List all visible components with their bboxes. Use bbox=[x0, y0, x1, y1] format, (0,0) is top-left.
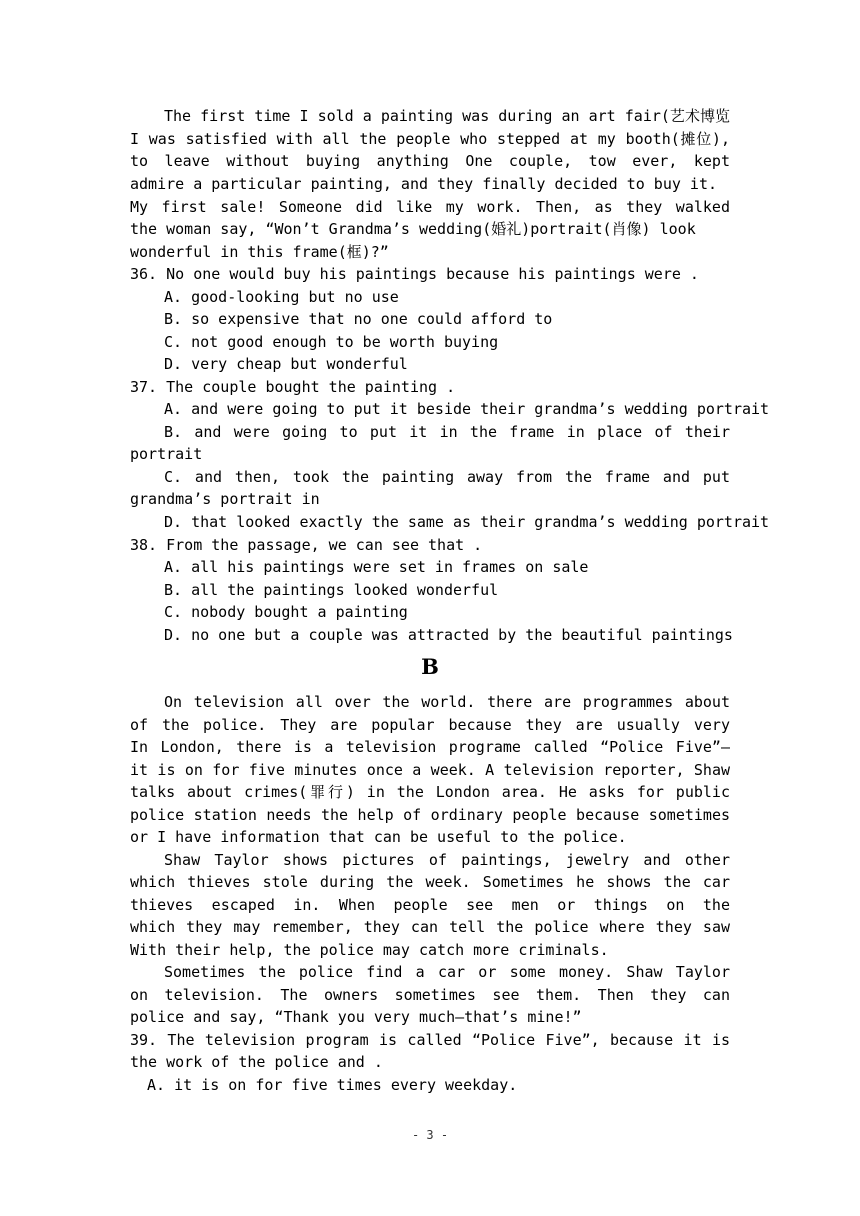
passage-b-line: thieves escaped in. When people see men or things on the bbox=[130, 896, 730, 914]
passage-b-line: police and say, “Thank you very much—that’s mine!” bbox=[130, 1008, 582, 1026]
passage-b-line: on television. The owners sometimes see them. Then they can bbox=[130, 986, 730, 1004]
passage-b-line: In London, there is a television programe called “Police Five”— bbox=[130, 738, 730, 756]
question-38-stem: 38. From the passage, we can see that . bbox=[130, 536, 483, 554]
question-37-option-a: A. and were going to put it beside their grandma’s wedding portrait bbox=[164, 400, 770, 418]
passage-b-line: Sometimes the police find a car or some money. Shaw Taylor bbox=[164, 963, 730, 981]
passage-b-line: of the police. They are popular because they are usually very bbox=[130, 716, 730, 734]
page-number: - 3 - bbox=[411, 1128, 449, 1142]
question-36-option-c: C. not good enough to be worth buying bbox=[164, 333, 499, 351]
passage-b-line: With their help, the police may catch more criminals. bbox=[130, 941, 609, 959]
question-36-option-d: D. very cheap but wonderful bbox=[164, 355, 408, 373]
passage-b-line: police station needs the help of ordinary people because sometimes bbox=[130, 806, 730, 824]
passage-a-line: The first time I sold a painting was during an art fair(艺术博览 bbox=[164, 107, 730, 125]
passage-a-line: My first sale! Someone did like my work. Then, as they walked bbox=[130, 198, 730, 216]
section-b-heading: B bbox=[421, 654, 439, 679]
question-36-stem: 36. No one would buy his paintings because his paintings were . bbox=[130, 265, 699, 283]
question-37-option-c-cont: grandma’s portrait in bbox=[130, 490, 320, 508]
passage-b-line: On television all over the world. there are programmes about bbox=[164, 693, 730, 711]
question-36-option-a: A. good-looking but no use bbox=[164, 288, 399, 306]
question-37-option-c: C. and then, took the painting away from the frame and put bbox=[164, 468, 730, 486]
passage-a-line: to leave without buying anything One couple, tow ever, kept bbox=[130, 152, 730, 170]
passage-a-line: wonderful in this frame(框)?” bbox=[130, 243, 389, 261]
question-38-option-d: D. no one but a couple was attracted by the beautiful paintings bbox=[164, 626, 733, 644]
question-39-stem: 39. The television program is called “Police Five”, because it is bbox=[130, 1031, 730, 1049]
question-36-option-b: B. so expensive that no one could afford to bbox=[164, 310, 553, 328]
passage-b-line: which they may remember, they can tell the police where they saw bbox=[130, 918, 730, 936]
passage-b-line: Shaw Taylor shows pictures of paintings, jewelry and other bbox=[164, 851, 730, 869]
question-37-stem: 37. The couple bought the painting . bbox=[130, 378, 456, 396]
passage-a-line: admire a particular painting, and they finally decided to buy it. bbox=[130, 175, 717, 193]
question-38-option-b: B. all the paintings looked wonderful bbox=[164, 581, 499, 599]
passage-b-line: it is on for five minutes once a week. A television reporter, Shaw bbox=[130, 761, 730, 779]
question-37-option-d: D. that looked exactly the same as their grandma’s wedding portrait bbox=[164, 513, 770, 531]
passage-b-line: or I have information that can be useful to the police. bbox=[130, 828, 627, 846]
passage-a-line: I was satisfied with all the people who stepped at my booth(摊位), bbox=[130, 130, 730, 148]
passage-b-line: which thieves stole during the week. Sometimes he shows the car bbox=[130, 873, 730, 891]
question-38-option-a: A. all his paintings were set in frames on sale bbox=[164, 558, 589, 576]
question-39-option-a: A. it is on for five times every weekday. bbox=[147, 1076, 518, 1094]
question-38-option-c: C. nobody bought a painting bbox=[164, 603, 408, 621]
passage-a-line: the woman say, “Won’t Grandma’s wedding(婚礼)portrait(肖像) look bbox=[130, 220, 696, 238]
question-37-option-b-cont: portrait bbox=[130, 445, 203, 463]
question-37-option-b: B. and were going to put it in the frame in place of their bbox=[164, 423, 730, 441]
question-39-stem-cont: the work of the police and . bbox=[130, 1053, 383, 1071]
passage-b-line: talks about crimes(罪行) in the London area. He asks for public bbox=[130, 783, 730, 801]
